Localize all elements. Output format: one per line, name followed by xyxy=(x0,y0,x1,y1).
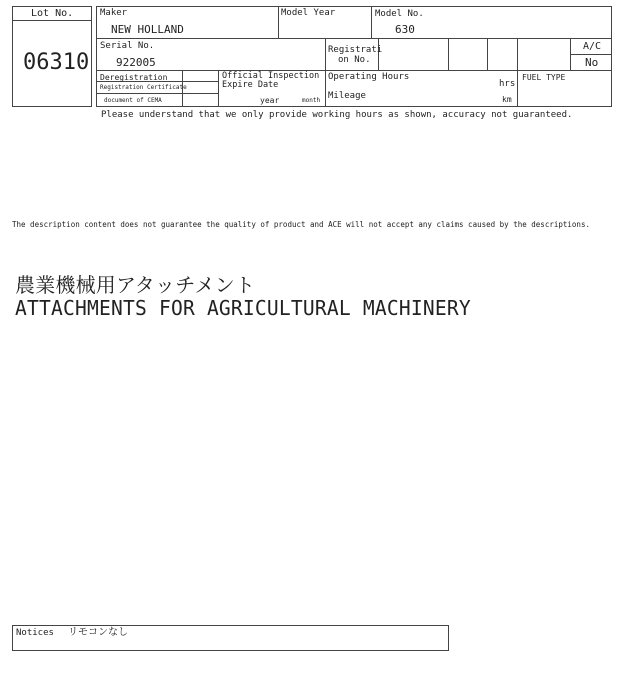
hrs-label: hrs xyxy=(499,79,516,89)
month-label: month xyxy=(302,97,321,104)
disclaimer-note: The description content does not guarantee the quality of product and ACE will not accept any claims caused by the descriptions. xyxy=(12,220,590,229)
deregistration-label: Deregistration xyxy=(100,73,168,82)
maker-value: NEW HOLLAND xyxy=(111,23,184,36)
title-english: ATTACHMENTS FOR AGRICULTURAL MACHINERY xyxy=(15,296,471,320)
year-label: year xyxy=(260,96,280,105)
operating-hours-label: Operating Hours xyxy=(328,72,410,82)
registration-label-2: on No. xyxy=(338,55,371,65)
inspection-label-2: Expire Date xyxy=(222,80,279,90)
serial-value: 922005 xyxy=(116,56,156,69)
registration-certificate-label: Registration Certificate xyxy=(100,84,187,91)
model-no-label: Model No. xyxy=(375,9,424,19)
registration-label-1: Registrati xyxy=(328,45,383,55)
inspection-label-1: Official Inspection xyxy=(222,71,320,81)
serial-label: Serial No. xyxy=(100,41,155,51)
mileage-label: Mileage xyxy=(328,91,366,101)
fuel-type-label: FUEL TYPE xyxy=(522,73,566,82)
model-year-label: Model Year xyxy=(281,8,336,18)
maker-label: Maker xyxy=(100,8,128,18)
notices-label: Notices xyxy=(16,628,54,638)
document-cema-label: document of CEMA xyxy=(104,97,162,104)
model-no-value: 630 xyxy=(395,23,415,36)
lot-label: Lot No. xyxy=(31,8,74,19)
notices-box xyxy=(12,625,449,651)
ac-value: No xyxy=(585,56,599,69)
ac-label: A/C xyxy=(583,41,602,52)
lot-number: 06310 xyxy=(23,50,90,75)
title-japanese: 農業機械用アタッチメント xyxy=(15,273,256,297)
km-label: km xyxy=(502,95,512,104)
working-hours-note: Please understand that we only provide working hours as shown, accuracy not guaranteed. xyxy=(101,110,573,120)
notices-text: リモコンなし xyxy=(68,627,128,638)
